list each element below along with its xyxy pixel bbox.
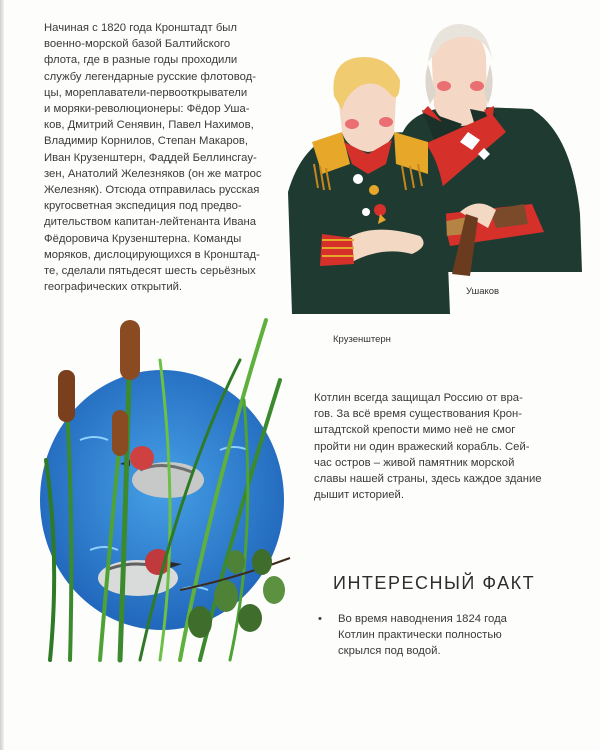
text-line: час остров – живой памятник морской [314, 456, 515, 469]
text-line: Фёдоровича Крузенштерна. Команды [44, 232, 242, 245]
page-binding-edge [0, 0, 4, 750]
text-line: цы, мореплаватели-первооткрыватели [44, 86, 248, 99]
bullet-marker: • [318, 613, 322, 625]
interesting-fact-item [318, 611, 548, 660]
text-line: моряков, дислоцирующихся в Кронштад- [44, 248, 260, 261]
text-line: географических открытий. [44, 281, 183, 294]
text-line: зен, Анатолий Железняков (он же матрос [44, 167, 262, 180]
pond-illustration [30, 300, 300, 670]
ushakov-caption: Ушаков [466, 286, 500, 297]
text-line: Владимир Корнилов, Степан Макаров, [44, 135, 249, 148]
interesting-fact-text [338, 611, 548, 660]
kruzenshtern-caption: Крузенштерн [333, 334, 391, 345]
text-line: Начиная с 1820 года Кронштадт был [44, 22, 238, 34]
text-line: Железняк). Отсюда отправилась русская [44, 184, 260, 197]
text-line: Иван Крузенштерн, Фаддей Беллинсгау- [44, 151, 257, 164]
text-line: ков, Дмитрий Сенявин, Павел Нахимов, [44, 119, 254, 132]
kruzenshtern-portrait [288, 57, 450, 314]
text-line: пройти ни один вражеский корабль. Сей- [314, 440, 530, 453]
text-line: военно-морской базой Балтийского [44, 38, 231, 51]
text-line: флота, где в разные годы проходили [44, 54, 238, 67]
text-line: Во время наводнения 1824 года [338, 613, 507, 625]
text-line: те, сделали пятьдесят шесть серьёзных [44, 265, 256, 278]
text-line: кругосветная экспедиция под предво- [44, 200, 242, 213]
text-line: дительством капитан-лейтенанта Ивана [44, 216, 256, 229]
text-line: Котлин практически полностью [338, 629, 502, 642]
kotlin-paragraph [314, 390, 554, 503]
text-line: скрылся под водой. [338, 645, 441, 658]
text-line: дышит историей. [314, 489, 405, 502]
text-line: славы нашей страны, здесь каждое здание [314, 473, 542, 486]
text-line: службу легендарные русские флотовод- [44, 70, 256, 83]
text-line: штадтской крепости мимо неё не смог [314, 424, 516, 437]
interesting-fact-title: ИНТЕРЕСНЫЙ ФАКТ [333, 573, 536, 593]
text-line: гов. За всё время существования Крон- [314, 408, 523, 421]
history-paragraph [44, 20, 284, 295]
text-line: и моряки-революционеры: Фёдор Уша- [44, 103, 250, 116]
text-line: Котлин всегда защищал Россию от вра- [314, 392, 523, 404]
admirals-illustration [282, 14, 582, 344]
